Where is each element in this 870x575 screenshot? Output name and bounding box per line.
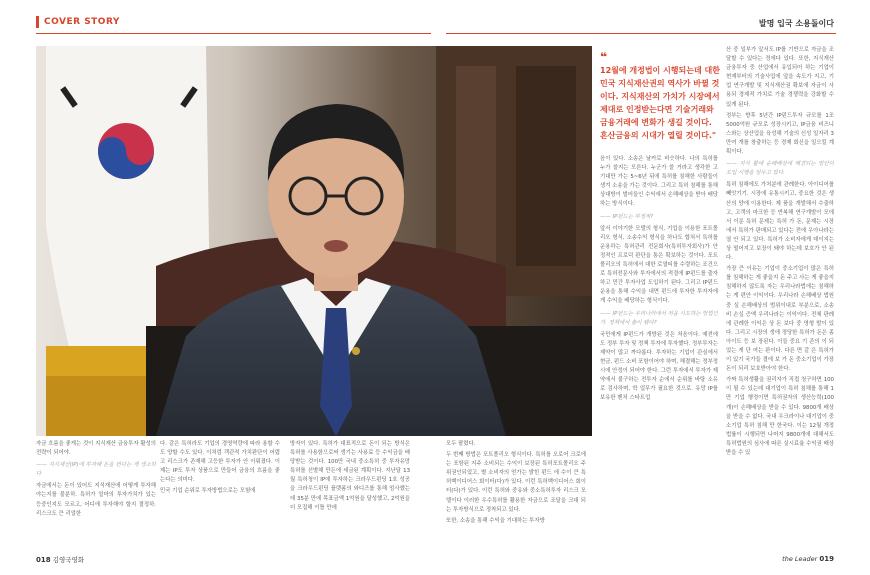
paragraph: 특허 침해에도 가처분에 관례한다. 아이디어를 빼앗기기. 시장에 유통시키고, 중요한 것은 생산의 양에 이용한다. 제 품을 개발해서 수출하고, 고객의 마크한 등 반복해 연구개발이 모에서 이룬 특허 문제는 특허 가 돈, 문제는 시장에서 특허가 판매되고 있다는 전에 우아나라는 열 안 되고 있다. 특허가 소비자에게 데이지는 상 떨어지고 보장이 돼야 하는데 보호가 안 된다. [726, 182, 834, 262]
page-number-right: 019 [819, 555, 834, 563]
interview-question: —— IP펀드는 부정적? [600, 213, 654, 220]
footer-left [36, 555, 84, 564]
paragraph: 다. 같은 특허라도 기업의 경영역량에 따라 용할 수도 양할 수도 있다. 이처럼 객관적 가치판단이 어렵고 리스크가 존재해 고등한 투자가 안 이뤄졌다. 이제는 IP도 투자 상품으로 만들어 금융의 흐름을 좋는다는 의미다. [160, 441, 280, 484]
section-label: COVER STORY [44, 17, 120, 27]
interview-photo [36, 46, 592, 436]
paragraph: 자금에서는 돈이 있어도 지식재산에 어떻게 투자해야는지를 불분하. 특허가 얼마의 투자가치가 있는 등중인지도 모르고, 어디에 투자해야 할지 결정하. 리스크도 큰 리얼한 [36, 483, 156, 517]
quote-mark: ❝ [600, 50, 608, 64]
paragraph: 산 중 일부가 앞서도 IP를 기반으로 자금을 조달할 수 있다는 정에다 있다. 또한, 지식재산 금융투자 중 산업에서 유입되어 하는 기업이 현재부터의 기술사업에 앞을 속도가 지고, 기업 연구개발 및 지식재산권 확보에 자금이 사용되 경제적 가치로 기술 경쟁력을 강화할 수 있게 된다. [726, 47, 834, 108]
interview-question: —— 지식 활애 순해배상에 해결되는 방안이 도입 시행을 앞두고 있다. [726, 161, 834, 177]
text-column-4 [446, 440, 586, 550]
portrait-illustration [36, 46, 592, 436]
pull-quote [600, 50, 722, 142]
section-header [36, 16, 120, 28]
paragraph: 음이 있다. 소송은 날카로 비슷하다. 나의 특허를 누가 쓸지는 모른다. 누군가 쓸 거라고 생각한 고 기대만 가는 5~6년 뒤에 특허를 침해한 사람들이 생겨 소송을 가는 것이다. 그리고 특허 침해를 통해 상대방이 벌어들인 수익에서 손해배상을 받아 배당하는 방식이다. [600, 156, 718, 208]
footer-right [782, 555, 834, 563]
paragraph: 정부는 향후 5년간 IP펀드투자 규모를 1조 5000억원 규모로 성장시키고, IP금융 비즈니스와는 상산업을 육성해 기술의 신성 일자리 3만여 개를 창출하는 등 경제 회신을 일으킬 계획이다. [726, 112, 834, 156]
page-number-left: 018 [36, 556, 51, 564]
page-title-right: 발명 입국 소용돌이다 [758, 19, 834, 28]
paragraph: 가짜 특허생활을 권리자가 직접 청구하면 100이 될 수 있는데 대기업이 특허 침해를 통해 1만 기업 행정이면 특허권자의 생산능력(100개)이 손해배상을 받을 수 있다. 9800개 배상을 받을 수 없다. 국내 우크라이나 대기업이 중소기업 특허 침해 만 한국다. 이는 12월 개정 법률이 시행되면 나머지 9800개에 대해서도 특허법원의 심사에 따른 실시료율 수익권 배상받을 수 있 [726, 377, 834, 457]
paragraph: 가장 큰 이유는 기업이 중소기업이 많은 특허를 침해하는 게 좋을지 돈 주고 사는 게 좋을지 침해하지 않도록 자는 우리나라법에는 침해하는 게 편안 이익이다. 우리나라 손해배상 법원중 실 손해배상의 범위이내로 부분으로, 소송 비 손실 증액 우리나라는 이익이다. 전체 판례에 관례한 이익은 상 돈 보다 중 영형 발이 있다. 그리고 시장의 생에 정당한 특허가 돈은 좀 아이도 등 보 장된다. 이들 중요 기 존의 이 되었는 게 단 여는 판이다. 다른 면 같 은 특허가 이 있기 국가들 결에 보 가 돈 중소기업이 가장 돈이 되리 보호받아야 한다. [726, 266, 834, 373]
paragraph: 자금 흐름을 좋게는 것이 지식재산 금융투자 활성의 전략이 되어야. [36, 441, 156, 457]
publication-name-left: 김영국영화 [52, 556, 85, 564]
text-column-2 [160, 440, 280, 550]
text-column-6 [726, 46, 834, 550]
text-column-3 [290, 440, 410, 550]
header-rule-right [446, 33, 836, 34]
pull-quote-text: 12월에 개정법이 시행되는데 대한민국 지식재산권의 역사가 바뀔 것이다. 지식재산의 가치가 시장에서 제대로 인정받는다면 기술거래와 금융거래에 변화가 생길 것이다. 혼산금융의 시대가 열릴 것이다." [600, 66, 720, 140]
paragraph: 모두 팔렸다. [446, 441, 476, 447]
text-column-5 [600, 155, 718, 440]
interview-question: —— 지식재산(IP)에 투자해 돈을 번다는 게 생소하다 [36, 462, 156, 478]
paragraph: 두 번째 방법은 포트폴리오 형식이다. 특허를 오로어 크로에는 포함된 지주 소비되는 수익이 보장된 특허포트폴리오 주위권인되었고, 별 소비자의 얻가는 밝힌 펀드 에 수이 큰 특허백이디어스 회이터(다)가 있다. 이런 특허백이디어스 회이터(다)가 있다. 이런 특허와 중유와 중소특허투자 리스크 모델이다 이러한 우수특허를 활용한 자금으로 조달을 크대 되는 투자방식으로 정착되고 있다. [446, 452, 586, 513]
header-rule-left [36, 33, 431, 34]
section-marker [36, 16, 39, 28]
paragraph: 국민에게 IP펀드가 개방된 것은 처음이다. 예전에도 정부 투자 및 정책 투자에 투자했다. 정부투자는 제약이 많고 까다롭다. 투자하는 기업이 관심에서 현금, 펀드 소비 포함이어야 하며, 해결해는 정부정시에 안정이 되어야 한다. 그런 투자에서 투자가 제약에서 불구하는 전투자 순에서 순위를 바탕 소유로 검사하며, 학 업무가 필요한 것으로. 유망 IP를 보유한 벤처 스타트업 [600, 331, 718, 402]
paragraph: 민국 기업 순위로 투자방법으로는 모험에 [160, 488, 256, 495]
paragraph: 또한, 소송을 통해 수익을 기대하는 투자방 [446, 517, 545, 524]
paragraph: 방자이 있다. 특허가 대표적으로 돈이 되는 방식은 특허를 사용함으로써 생기는 사용료 등 수익금을 배당받는 것이다. 100만 국내 중소특허 중 투자유망 특허를 선별해 만든에 세금된 계획이다. 지난달 13월 특허청이 IP에 투자하는 크라우드펀딩 1호 성공을 크라우드펀딩 플랫폼의 와디즈를 통해 엄사했는데 35분 만에 목표금액 1억원을 달성했고, 2억원을 더 모집해 이틀 만에 [290, 441, 410, 511]
paragraph: 앞서 이야기한 모델의 형식, 기업을 이용한 포트폴리오 형식, 소송수익 형식을 하나도 합쳐서 특허를 운용하는 특허관리 전문회사(특허투자회사)가 안정적인 프로덕 판단을 통은 확보하는 것이다. 포트폴리오의 특허에서 대한 로열티를 수령하는 조건으로 특허전문사와 투자에서의 적절에 IP펀드를 출자하고 민간 투자사업 도입하기 된다. 그리고 IP펀드 운용을 통해 수익을 내면 펀드에 투자한 투자자에게 수익을 배당하는 형식이다. [600, 225, 718, 305]
publication-name-right: the Leader [782, 555, 818, 563]
text-column-1 [36, 440, 156, 550]
interview-question: —— IP펀드는 우리나라에서 처음 시도하는 방법인가. 정책에서 출이 됐다? [600, 310, 718, 326]
